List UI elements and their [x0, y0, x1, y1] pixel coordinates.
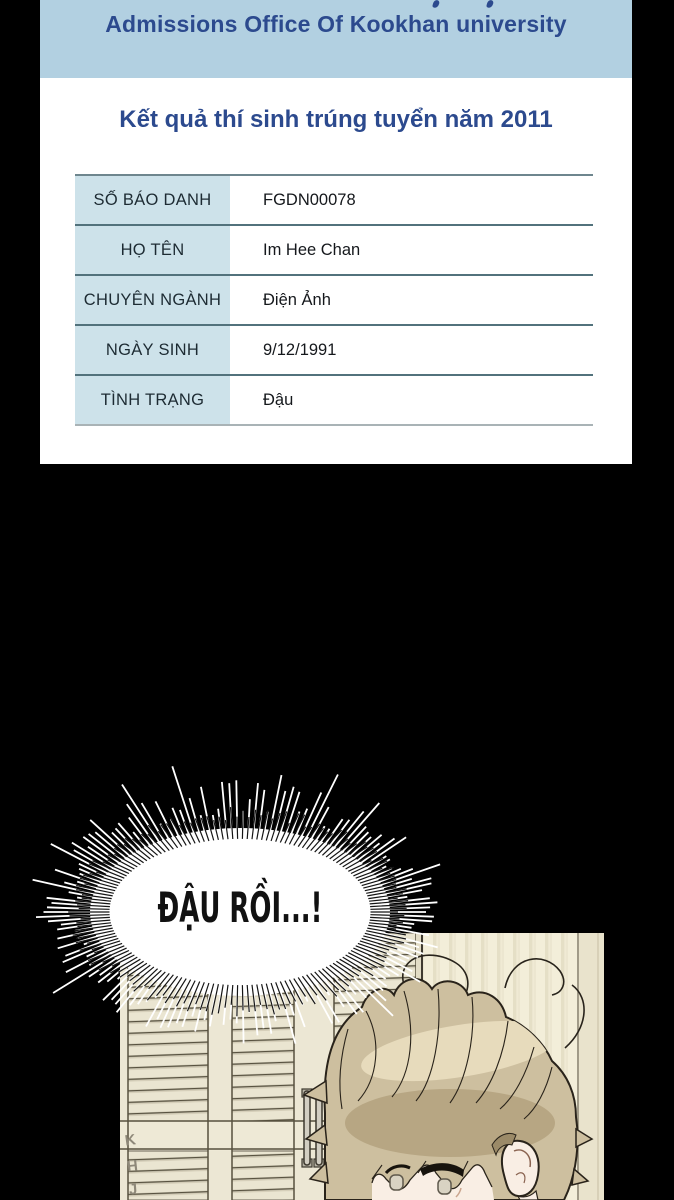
- admission-result-card: [40, 0, 632, 464]
- table-row: [75, 276, 593, 326]
- row-label: TÌNH TRẠNG: [75, 376, 230, 424]
- table-row: [75, 176, 593, 226]
- left-eyelid: [390, 1175, 403, 1190]
- row-value: Im Hee Chan: [263, 240, 361, 259]
- cutoff-text-mark: [486, 0, 494, 9]
- row-value: Điện Ảnh: [263, 290, 331, 309]
- card-header-band: [40, 0, 632, 78]
- result-title: Kết quả thí sinh trúng tuyển năm 2011: [119, 106, 553, 133]
- row-label: SỐ BÁO DANH: [75, 176, 230, 224]
- card-header-title: Admissions Office Of Kookhan university: [105, 11, 567, 37]
- door-letter: J: [128, 1180, 138, 1199]
- wall-trim: [578, 933, 604, 1200]
- table-row: [75, 226, 593, 276]
- row-label: CHUYÊN NGÀNH: [75, 276, 230, 324]
- result-table: [75, 174, 593, 426]
- speech-bubble: [30, 752, 470, 1082]
- row-value: Đậu: [263, 390, 294, 409]
- row-value: FGDN00078: [263, 190, 356, 209]
- door-letter: H: [126, 1157, 139, 1176]
- row-label: HỌ TÊN: [75, 226, 230, 274]
- row-value: 9/12/1991: [263, 340, 337, 359]
- cutoff-text-mark: [432, 0, 440, 9]
- table-row: [75, 376, 593, 426]
- right-eyelid: [438, 1179, 451, 1194]
- table-row: [75, 326, 593, 376]
- bubble-text: ĐẬU RỒI...!: [157, 883, 425, 932]
- door-letter: K: [123, 1131, 137, 1150]
- row-label: NGÀY SINH: [75, 326, 230, 374]
